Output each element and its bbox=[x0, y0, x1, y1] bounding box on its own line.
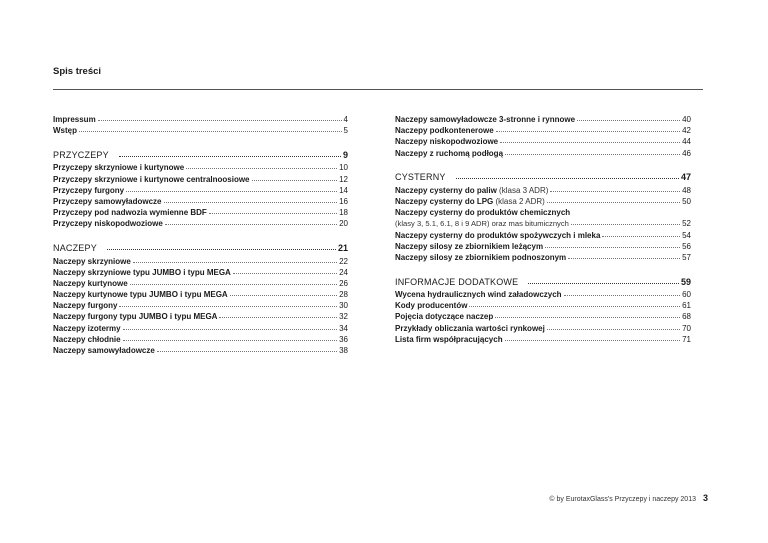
toc-entry-text: Pojęcia dotyczące naczep bbox=[395, 312, 494, 322]
toc-entry-text: Naczepy cysterny do produktów spożywczych i mleka bbox=[395, 230, 601, 240]
toc-entry-text: Przyczepy pod nadwozia wymienne BDF bbox=[53, 208, 207, 218]
toc-entry-label bbox=[53, 114, 96, 125]
toc-section bbox=[395, 114, 691, 159]
toc-entry-page: 16 bbox=[339, 196, 348, 206]
toc-entry-text: Przyczepy samowyładowcze bbox=[53, 196, 162, 206]
toc-entry[interactable] bbox=[395, 148, 691, 159]
toc-entry-page: 36 bbox=[339, 334, 348, 344]
toc-entry[interactable] bbox=[395, 136, 691, 147]
toc-entry[interactable] bbox=[395, 300, 691, 311]
toc-entry-page: 22 bbox=[339, 256, 348, 266]
toc-entry-page: 52 bbox=[682, 219, 691, 229]
toc-entry[interactable] bbox=[53, 289, 348, 300]
page-title: Spis treści bbox=[53, 66, 102, 77]
toc-entry-page: 50 bbox=[682, 196, 691, 206]
toc-entry[interactable] bbox=[53, 267, 348, 278]
toc-entry-label bbox=[53, 185, 124, 196]
toc-entry-text: Naczepy chłodnie bbox=[53, 334, 121, 344]
header-divider bbox=[53, 89, 703, 90]
toc-entry-page: 30 bbox=[339, 301, 348, 311]
toc-entry[interactable] bbox=[53, 334, 348, 345]
toc-entry[interactable] bbox=[395, 207, 691, 218]
toc-entry[interactable] bbox=[53, 278, 348, 289]
toc-entry[interactable] bbox=[53, 256, 348, 267]
dot-leader bbox=[123, 334, 338, 341]
toc-entry-label bbox=[53, 207, 207, 218]
toc-heading-page: 21 bbox=[337, 243, 348, 253]
dot-leader bbox=[495, 311, 680, 318]
toc-section-heading[interactable] bbox=[53, 242, 348, 254]
toc-entry-page: 34 bbox=[339, 323, 348, 333]
dot-leader bbox=[119, 150, 341, 157]
toc-entry-note: (klasa 3 ADR) bbox=[496, 185, 549, 195]
toc-left-column bbox=[53, 114, 348, 356]
dot-leader bbox=[547, 323, 680, 330]
dot-leader bbox=[505, 334, 681, 341]
toc-entry-text: Naczepy izotermy bbox=[53, 323, 121, 333]
toc-entry-page: 61 bbox=[682, 301, 691, 311]
toc-entry[interactable] bbox=[395, 230, 691, 241]
toc-entry-page: 5 bbox=[343, 126, 348, 136]
footer-copyright: © by EurotaxGlass's Przyczepy i naczepy 2013 bbox=[549, 496, 696, 503]
toc-entry-page: 42 bbox=[682, 126, 691, 136]
dot-leader bbox=[550, 185, 680, 192]
toc-section bbox=[53, 242, 348, 356]
toc-entry-page: 44 bbox=[682, 137, 691, 147]
toc-entry[interactable] bbox=[395, 196, 691, 207]
dot-leader bbox=[500, 136, 680, 143]
dot-leader bbox=[505, 148, 680, 155]
toc-entry-label bbox=[395, 323, 545, 334]
toc-entry-page: 32 bbox=[339, 312, 348, 322]
toc-entry-page: 14 bbox=[339, 185, 348, 195]
toc-entry-page: 71 bbox=[682, 334, 691, 344]
toc-entry-label bbox=[395, 334, 503, 345]
toc-entry-text: Naczepy cysterny do LPG bbox=[395, 196, 494, 206]
dot-leader bbox=[496, 125, 680, 132]
toc-entry-label bbox=[53, 174, 250, 185]
toc-entry-label bbox=[53, 196, 162, 207]
dot-leader bbox=[133, 256, 337, 263]
toc-entry[interactable] bbox=[53, 300, 348, 311]
toc-entry-label bbox=[395, 311, 493, 322]
toc-section bbox=[395, 171, 691, 263]
toc-entry-text: Naczepy cysterny do paliw bbox=[395, 185, 497, 195]
toc-entry-label bbox=[53, 323, 121, 334]
toc-entry-label bbox=[395, 114, 575, 125]
toc-entry-text: Przyczepy furgony bbox=[53, 185, 125, 195]
toc-entry-label bbox=[395, 207, 570, 218]
toc-section bbox=[53, 149, 348, 230]
toc-entry[interactable] bbox=[53, 323, 348, 334]
dot-leader bbox=[456, 172, 679, 179]
toc-entry[interactable] bbox=[395, 218, 691, 229]
toc-entry-label bbox=[53, 267, 231, 278]
toc-entry[interactable] bbox=[395, 334, 691, 345]
toc-heading-page: 9 bbox=[342, 149, 348, 160]
dot-leader bbox=[209, 207, 337, 214]
toc-entry-text: Przykłady obliczania wartości rynkowej bbox=[395, 323, 545, 333]
toc-heading-label: NACZEPY bbox=[53, 243, 97, 253]
toc-entry-label bbox=[53, 162, 184, 173]
toc-entry[interactable] bbox=[395, 252, 691, 263]
toc-heading-label: CYSTERNY bbox=[395, 172, 446, 183]
dot-leader bbox=[107, 243, 336, 250]
toc-entry-label bbox=[53, 278, 128, 289]
dot-leader bbox=[252, 174, 338, 181]
toc-entry[interactable] bbox=[395, 125, 691, 136]
toc-entry-label bbox=[395, 185, 548, 196]
toc-entry-label bbox=[395, 136, 498, 147]
dot-leader bbox=[230, 289, 337, 296]
toc-entry[interactable] bbox=[395, 323, 691, 334]
dot-leader bbox=[568, 252, 680, 259]
dot-leader bbox=[233, 267, 337, 274]
toc-entry-note: (klasa 2 ADR) bbox=[493, 196, 545, 206]
toc-entry-text: Naczepy furgony typu JUMBO i typu MEGA bbox=[53, 312, 218, 322]
toc-entry-page: 24 bbox=[339, 267, 348, 277]
toc-entry-page: 18 bbox=[339, 208, 348, 218]
toc-entry-page: 4 bbox=[343, 115, 348, 124]
toc-entry-page: 68 bbox=[682, 312, 691, 322]
toc-entry-text: Lista firm współpracujących bbox=[395, 334, 503, 344]
dot-leader bbox=[79, 125, 342, 132]
toc-section-heading[interactable] bbox=[395, 171, 691, 183]
dot-leader bbox=[602, 230, 680, 237]
dot-leader bbox=[577, 114, 680, 121]
toc-entry-text: Naczepy silosy ze zbiornikiem podnoszonym bbox=[395, 252, 567, 262]
toc-entry-label bbox=[395, 300, 467, 311]
toc-entry-page: 26 bbox=[339, 278, 348, 288]
toc-entry-page: 60 bbox=[682, 290, 691, 300]
toc-entry-label bbox=[53, 345, 155, 356]
toc-entry[interactable] bbox=[53, 311, 348, 322]
toc-heading-label: PRZYCZEPY bbox=[53, 149, 109, 160]
toc-entry[interactable] bbox=[53, 114, 348, 125]
toc-entry-label bbox=[53, 300, 117, 311]
toc-entry-page: 54 bbox=[682, 230, 691, 240]
toc-entry-text: Naczepy kurtynowe bbox=[53, 278, 128, 288]
toc-entry[interactable] bbox=[53, 125, 348, 136]
toc-entry-label bbox=[53, 218, 163, 229]
dot-leader bbox=[469, 300, 680, 307]
toc-entry-text: Przyczepy skrzyniowe i kurtynowe centralnoosiowe bbox=[53, 174, 250, 184]
dot-leader bbox=[119, 300, 337, 307]
dot-leader bbox=[164, 196, 338, 203]
toc-entry-page: 38 bbox=[339, 346, 348, 355]
toc-entry-label bbox=[395, 148, 503, 159]
toc-entry-label bbox=[53, 256, 131, 267]
toc-right-column bbox=[395, 114, 691, 345]
toc-entry-text: Wstęp bbox=[53, 126, 77, 136]
toc-entry-page: 28 bbox=[339, 290, 348, 300]
dot-leader bbox=[123, 323, 338, 330]
dot-leader bbox=[545, 241, 680, 248]
toc-entry[interactable] bbox=[395, 185, 691, 196]
dot-leader bbox=[165, 218, 337, 225]
toc-entry-text: Przyczepy skrzyniowe i kurtynowe bbox=[53, 163, 185, 173]
toc-entry-label bbox=[395, 218, 569, 229]
toc-entry-label bbox=[395, 196, 545, 207]
toc-entry-text: Naczepy samowyładowcze bbox=[53, 346, 155, 355]
toc-entry-label bbox=[395, 252, 566, 263]
toc-entry-label bbox=[53, 125, 77, 136]
toc-entry-text: Impressum bbox=[53, 115, 96, 124]
toc-entry-label bbox=[53, 334, 121, 345]
toc-section bbox=[395, 276, 691, 345]
toc-entry-page: 20 bbox=[339, 219, 348, 229]
dot-leader bbox=[98, 114, 342, 121]
toc-entry-page: 57 bbox=[682, 252, 691, 262]
dot-leader bbox=[157, 345, 337, 352]
toc-entry[interactable] bbox=[395, 114, 691, 125]
toc-entry-label bbox=[395, 289, 562, 300]
toc-section-heading[interactable] bbox=[53, 149, 348, 161]
dot-leader bbox=[219, 311, 337, 318]
toc-entry[interactable] bbox=[53, 345, 348, 356]
toc-section-heading[interactable] bbox=[395, 276, 691, 288]
toc-entry-page: 70 bbox=[682, 323, 691, 333]
toc-heading-page: 59 bbox=[680, 276, 691, 287]
dot-leader bbox=[126, 185, 337, 192]
toc-entry-page: 12 bbox=[339, 174, 348, 184]
dot-leader bbox=[547, 196, 680, 203]
toc-entry-label bbox=[395, 241, 543, 252]
toc-entry-page: 48 bbox=[682, 185, 691, 195]
dot-leader bbox=[528, 277, 679, 284]
toc-entry-text: Naczepy niskopodwoziowe bbox=[395, 137, 499, 147]
toc-entry[interactable] bbox=[395, 241, 691, 252]
toc-entry-text: Naczepy furgony bbox=[53, 301, 118, 311]
toc-entry-text: Naczepy skrzyniowe bbox=[53, 256, 131, 266]
toc-entry-text: Wycena hydraulicznych wind załadowczych bbox=[395, 290, 562, 300]
toc-heading-label: INFORMACJE DODATKOWE bbox=[395, 276, 519, 287]
toc-entry-text: Naczepy z ruchomą podłogą bbox=[395, 148, 504, 158]
toc-entry[interactable] bbox=[395, 311, 691, 322]
toc-entry-page: 46 bbox=[682, 148, 691, 158]
dot-leader bbox=[571, 218, 680, 225]
toc-entry-text: Przyczepy niskopodwoziowe bbox=[53, 219, 163, 229]
dot-leader bbox=[186, 162, 337, 169]
toc-entry-text: Naczepy skrzyniowe typu JUMBO i typu MEGA bbox=[53, 267, 231, 277]
toc-entry-text: Naczepy samowyładowcze 3-stronne i rynnowe bbox=[395, 115, 576, 124]
toc-entry-label bbox=[395, 230, 600, 241]
toc-entry-text: (klasy 3, 5.1, 6.1, 8 i 9 ADR) oraz mas bitumicznych bbox=[395, 219, 569, 229]
toc-entry-text: Naczepy podkontenerowe bbox=[395, 126, 494, 136]
toc-entry-page: 56 bbox=[682, 241, 691, 251]
toc-entry-page: 10 bbox=[339, 163, 348, 173]
toc-entry-text: Naczepy kurtynowe typu JUMBO i typu MEGA bbox=[53, 290, 228, 300]
footer-page-number: 3 bbox=[702, 493, 708, 503]
dot-leader bbox=[130, 278, 337, 285]
toc-entry-label bbox=[53, 311, 217, 322]
toc-entry-label bbox=[53, 289, 228, 300]
toc-entry-label bbox=[395, 125, 494, 136]
toc-entry[interactable] bbox=[53, 185, 348, 196]
toc-section bbox=[53, 114, 348, 136]
toc-entry[interactable] bbox=[53, 218, 348, 229]
toc-entry[interactable] bbox=[53, 174, 348, 185]
dot-leader bbox=[564, 289, 681, 296]
toc-entry-text: Kody producentów bbox=[395, 301, 468, 311]
toc-entry[interactable] bbox=[395, 289, 691, 300]
toc-entry-text: Naczepy silosy ze zbiornikiem leżącym bbox=[395, 241, 544, 251]
page-footer bbox=[549, 493, 708, 503]
toc-entry[interactable] bbox=[53, 196, 348, 207]
toc-entry-text: Naczepy cysterny do produktów chemicznych bbox=[395, 208, 571, 218]
toc-entry[interactable] bbox=[53, 207, 348, 218]
toc-entry[interactable] bbox=[53, 162, 348, 173]
toc-entry-page: 40 bbox=[682, 115, 691, 124]
toc-heading-page: 47 bbox=[680, 172, 691, 183]
